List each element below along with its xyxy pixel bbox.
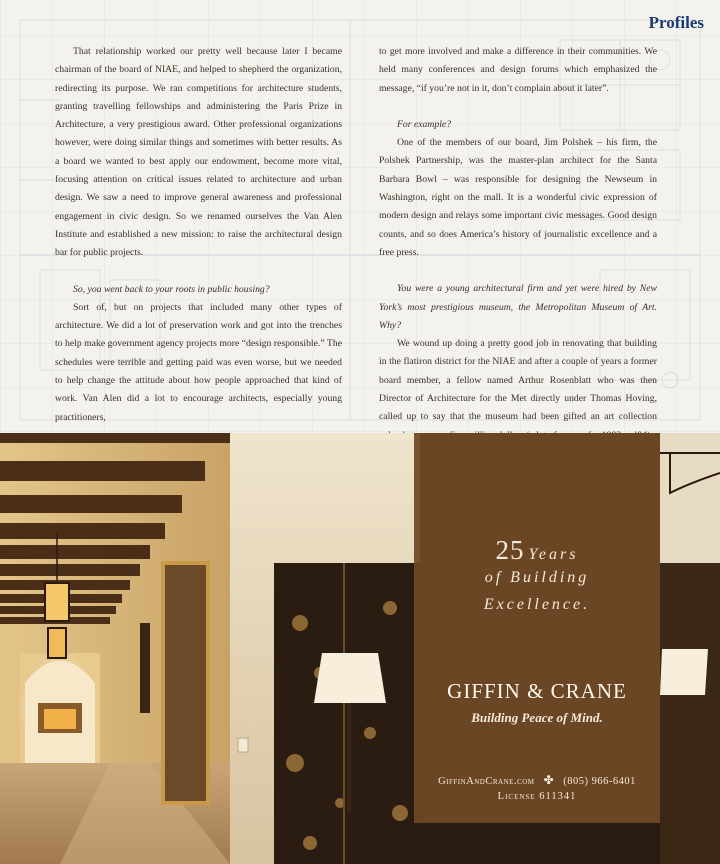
article-column-left [55, 43, 342, 427]
ad-brand-name: GIFFIN & CRANE [447, 679, 627, 703]
ad-license: License 611341 [497, 791, 577, 802]
article-column-right [379, 43, 657, 445]
paragraph: That relationship worked our pretty well because later I became chairman of the board of NIAE, and helped to shepherd the organization, redirecting its purpose. We ran competitions for architecture students, granting travelling fellowships and administering the Paris Prize in Architecture, a very prestigious award. Other professional organizations however, were doing similar things and sometimes with better results. As a board we wanted to best apply our endowment, become more vital, focusing attention on critical issues related to architecture and urban design. We saw a need to improve general awareness and professional engagement in civic design. So we renamed ourselves the Van Alen Institute and established a new mission: to raise the architectural design bar for public projects. [55, 46, 342, 259]
ad-years-word: Years [528, 546, 579, 563]
paragraph: Sort of, but on projects that included many other types of architecture. We did a lot of preservation work and got into the trenches to help make government agency projects more “design responsible.” The schedules were terrible and getting paid was even worse, but we needed to help change the attitude about how people approached that kind of work. Van Alen did a lot to encourage architects, especially young practitioners, [55, 301, 342, 423]
interview-question: You were a young architectural firm and yet were hired by New York’s most prestigious museum, the Metropolitan Museum of Art. Why? [379, 283, 657, 331]
ad-tagline: Building Peace of Mind. [471, 710, 603, 725]
ad-headline-line3: Excellence. [483, 596, 591, 613]
advertisement-panel [414, 433, 660, 823]
ad-contact [414, 773, 660, 788]
ad-phone: (805) 966-6401 [563, 776, 636, 787]
ad-headline-line2: of Building [484, 569, 590, 586]
section-label: Profiles [648, 13, 704, 32]
interview-question: For example? [397, 118, 452, 130]
paragraph: One of the members of our board, Jim Polshek – his firm, the Polshek Partnership, was the master-plan architect for the Santa Barbara Bowl – was responsible for designing the Newseum in Washington, right on the mall. It is a wonderful civic expression of modern design and relays some important civic messages. Good design counts, and so does America’s history of journalistic excellence and a free press. [379, 137, 657, 258]
paragraph: to get more involved and make a difference in their communities. We held many conferences and design forums which emphasized the message, “if you’re not in it, don’t complain about it later”. [379, 46, 657, 94]
interview-question: So, you went back to your roots in public housing? [73, 283, 270, 295]
paragraph: We wound up doing a pretty good job in renovating that building in the flatiron district for the NIAE and after a couple of years a former board member, a fellow named Arthur Rosenblatt who was then Director of Architecture for the Met directly under Thomas Hoving, called up to say that the museum had been gifted an art collection [379, 338, 657, 423]
ad-website-link[interactable]: GiffinAndCrane.com [438, 776, 535, 787]
ad-years [414, 535, 660, 566]
ad-years-number: 25 [495, 535, 525, 565]
fleuron-icon: ✤ [543, 773, 555, 787]
